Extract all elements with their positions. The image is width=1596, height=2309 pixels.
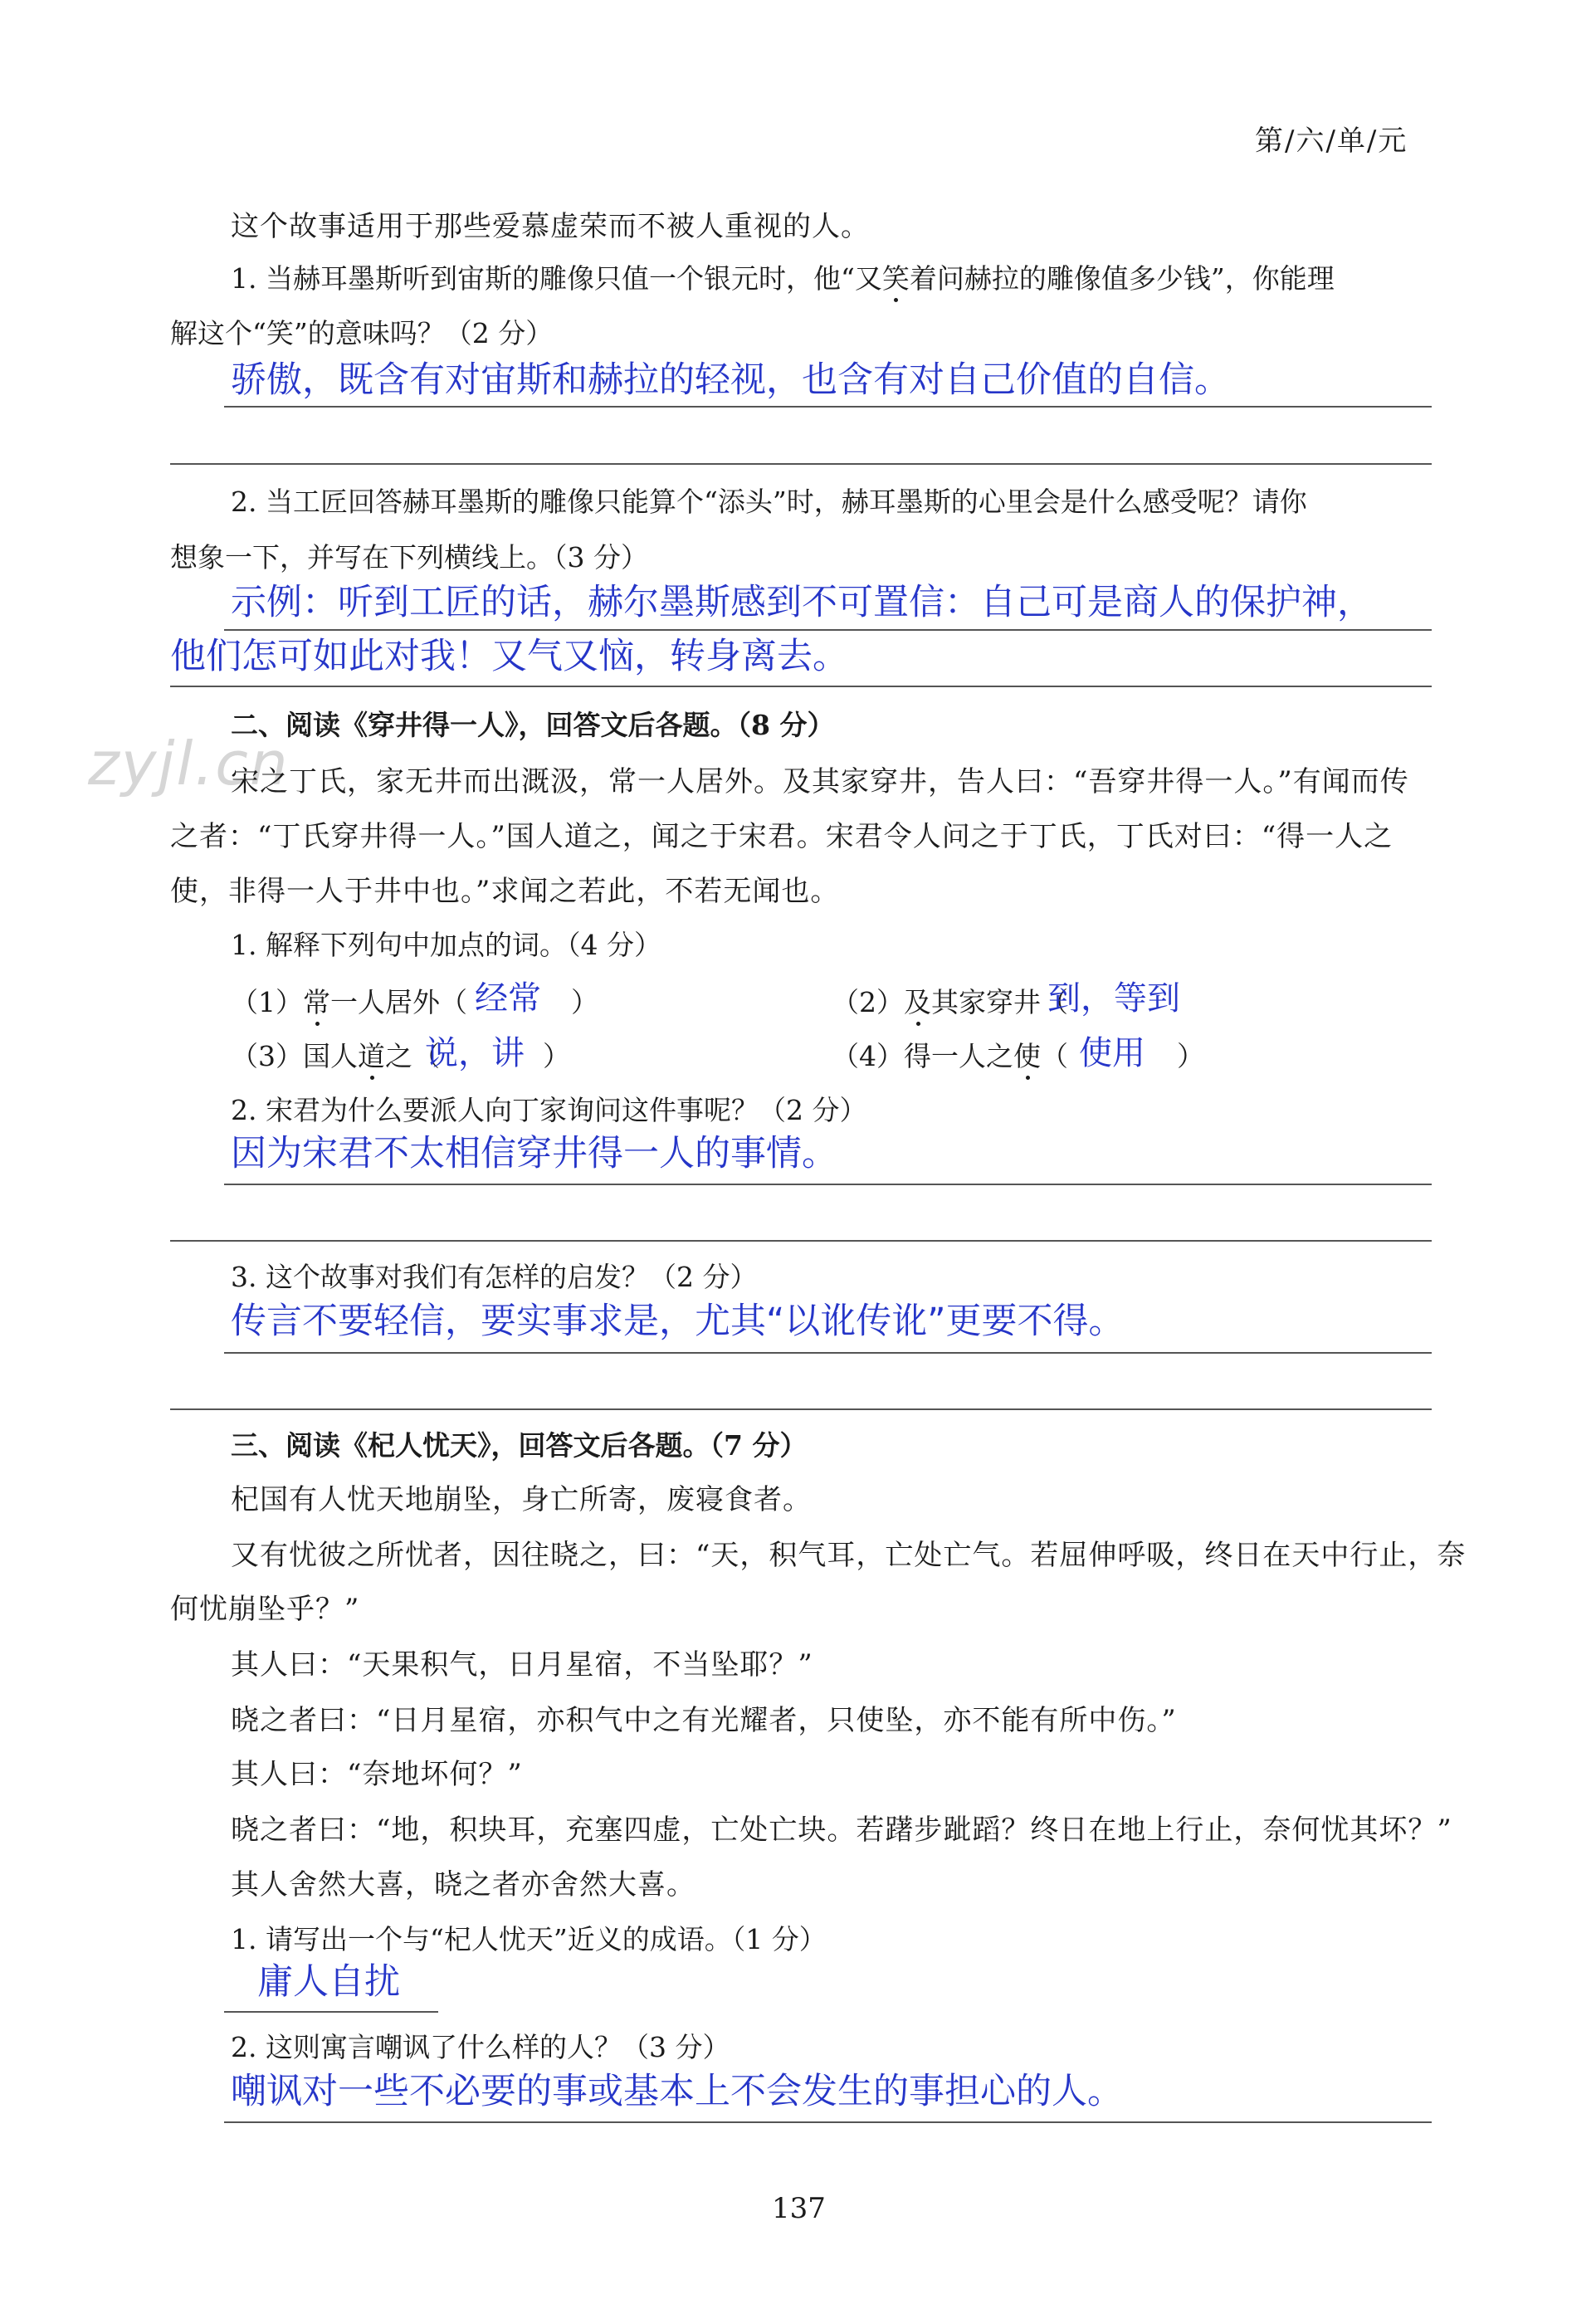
- section-3-para-5: 晓之者曰：“日月星宿，亦积气中之有光耀者，只使坠，亦不能有所中伤。”: [231, 1704, 1177, 1737]
- section-3-q2: 2. 这则寓言嘲讽了什么样的人？（3 分）: [231, 2031, 730, 2063]
- s2-item-4-dotted: 使: [1013, 1040, 1041, 1072]
- q2-line-1: 2. 当工匠回答赫耳墨斯的雕像只能算个“添头”时，赫耳墨斯的心里会是什么感受呢？请你: [231, 486, 1307, 518]
- q1-answer: 骄傲，既含有对宙斯和赫拉的轻视，也含有对自己价值的自信。: [231, 359, 1230, 401]
- section-2-q2: 2. 宋君为什么要派人向丁家询问这件事呢？（2 分）: [231, 1094, 867, 1126]
- answer-line: [224, 2011, 438, 2013]
- q1-line-2: 解这个“笑”的意味吗？（2 分）: [170, 317, 554, 349]
- section-3-title: 三、阅读《杞人忧天》，回答文后各题。（7 分）: [231, 1429, 808, 1462]
- answer-line: [224, 1184, 1432, 1185]
- section-2-para-2: 之者：“丁氏穿井得一人。”国人道之，闻之于宋君。宋君令人问之于丁氏，丁氏对曰：“得一人之: [170, 820, 1393, 853]
- s2-item-1-text: 一人居外（: [330, 986, 467, 1018]
- answer-line: [170, 1240, 1432, 1242]
- section-3-q1-answer: 庸人自扰: [257, 1961, 400, 2003]
- section-3-para-3: 何忧崩坠乎？”: [170, 1593, 360, 1626]
- s2-item-2-prefix: （2）: [832, 986, 904, 1018]
- s2-item-3-prefix: （3）国人: [231, 1040, 358, 1072]
- section-3-para-6: 其人曰：“奈地坏何？”: [231, 1758, 523, 1791]
- section-3-para-7: 晓之者曰：“地，积块耳，充塞四虚，亡处亡块。若躇步跐蹈？终日在地上行止，奈何忧其坏？”: [231, 1814, 1452, 1847]
- s2-item-1-answer: 经常: [475, 979, 541, 1018]
- s2-item-4-answer: 使用: [1079, 1034, 1145, 1072]
- intro-line: 这个故事适用于那些爱慕虚荣而不被人重视的人。: [231, 210, 870, 243]
- section-2-q3-answer: 传言不要轻信，要实事求是，尤其“以讹传讹”更要不得。: [231, 1301, 1125, 1342]
- s2-item-4-prefix: （4）得一人之: [832, 1040, 1013, 1072]
- s2-item-2: [832, 986, 1068, 1019]
- answer-line: [224, 406, 1432, 408]
- section-2-para-1: 宋之丁氏，家无井而出溉汲，常一人居外。及其家穿井，告人曰：“吾穿井得一人。”有闻而传: [231, 765, 1409, 798]
- section-2-q1: 1. 解释下列句中加点的词。（4 分）: [231, 929, 661, 961]
- s2-item-3-close: ）: [543, 1040, 570, 1072]
- q1-line-1: [231, 262, 1335, 295]
- section-3-q1: 1. 请写出一个与“杞人忧天”近义的成语。（1 分）: [231, 1923, 827, 1955]
- q1-dotted-char: 笑: [881, 262, 910, 295]
- page-number: 137: [772, 2192, 826, 2225]
- q1-text-b: 着问赫拉的雕像值多少钱”，你能理: [909, 262, 1335, 295]
- s2-item-2-answer: 到，等到: [1047, 979, 1180, 1018]
- answer-line: [224, 629, 1432, 631]
- s2-item-1: [231, 986, 467, 1019]
- s2-item-3: [231, 1040, 440, 1073]
- s2-item-4-text: （: [1041, 1040, 1068, 1072]
- q2-line-2: 想象一下，并写在下列横线上。（3 分）: [170, 541, 648, 574]
- section-2-title: 二、阅读《穿井得一人》，回答文后各题。（8 分）: [231, 709, 835, 741]
- watermark: zyjl.cn: [88, 729, 290, 798]
- section-3-q2-answer: 嘲讽对一些不必要的事或基本上不会发生的事担心的人。: [231, 2071, 1123, 2112]
- s2-item-1-close: ）: [571, 986, 598, 1018]
- q2-answer-2: 他们怎可如此对我！又气又恼，转身离去。: [170, 636, 848, 677]
- section-3-para-1: 杞国有人忧天地崩坠，身亡所寄，废寝食者。: [231, 1483, 812, 1516]
- answer-line: [170, 463, 1432, 465]
- s2-item-4-close: ）: [1177, 1040, 1204, 1072]
- answer-line: [224, 1352, 1432, 1354]
- section-3-para-8: 其人舍然大喜，晓之者亦舍然大喜。: [231, 1868, 696, 1901]
- section-2-para-3: 使，非得一人于井中也。”求闻之若此，不若无闻也。: [170, 875, 840, 908]
- s2-item-2-text: 其家穿井（: [931, 986, 1068, 1018]
- s2-item-3-text: 之（: [385, 1040, 440, 1072]
- section-2-q3: 3. 这个故事对我们有怎样的启发？（2 分）: [231, 1261, 758, 1293]
- s2-item-4: [832, 1040, 1068, 1073]
- s2-item-3-dotted: 道: [358, 1040, 385, 1072]
- section-2-q2-answer: 因为宋君不太相信穿井得一人的事情。: [231, 1133, 837, 1174]
- section-3-para-2: 又有忧彼之所忧者，因往晓之，曰：“天，积气耳，亡处亡气。若屈伸呼吸，终日在天中行止，奈: [231, 1539, 1467, 1572]
- answer-line: [170, 686, 1432, 687]
- q2-answer-1: 示例：听到工匠的话，赫尔墨斯感到不可置信：自己可是商人的保护神，: [231, 582, 1373, 623]
- answer-line: [224, 2121, 1432, 2123]
- page-header: 第/六/单/元: [1255, 124, 1408, 158]
- s2-item-2-dotted: 及: [904, 986, 931, 1018]
- section-3-para-4: 其人曰：“天果积气，日月星宿，不当坠耶？”: [231, 1648, 813, 1682]
- s2-item-1-dotted: 常: [303, 986, 330, 1018]
- s2-item-3-answer: 说，讲: [425, 1034, 525, 1072]
- s2-item-1-prefix: （1）: [231, 986, 303, 1018]
- q1-text-a: 1. 当赫耳墨斯听到宙斯的雕像只值一个银元时，他“又: [231, 262, 882, 295]
- answer-line: [170, 1408, 1432, 1410]
